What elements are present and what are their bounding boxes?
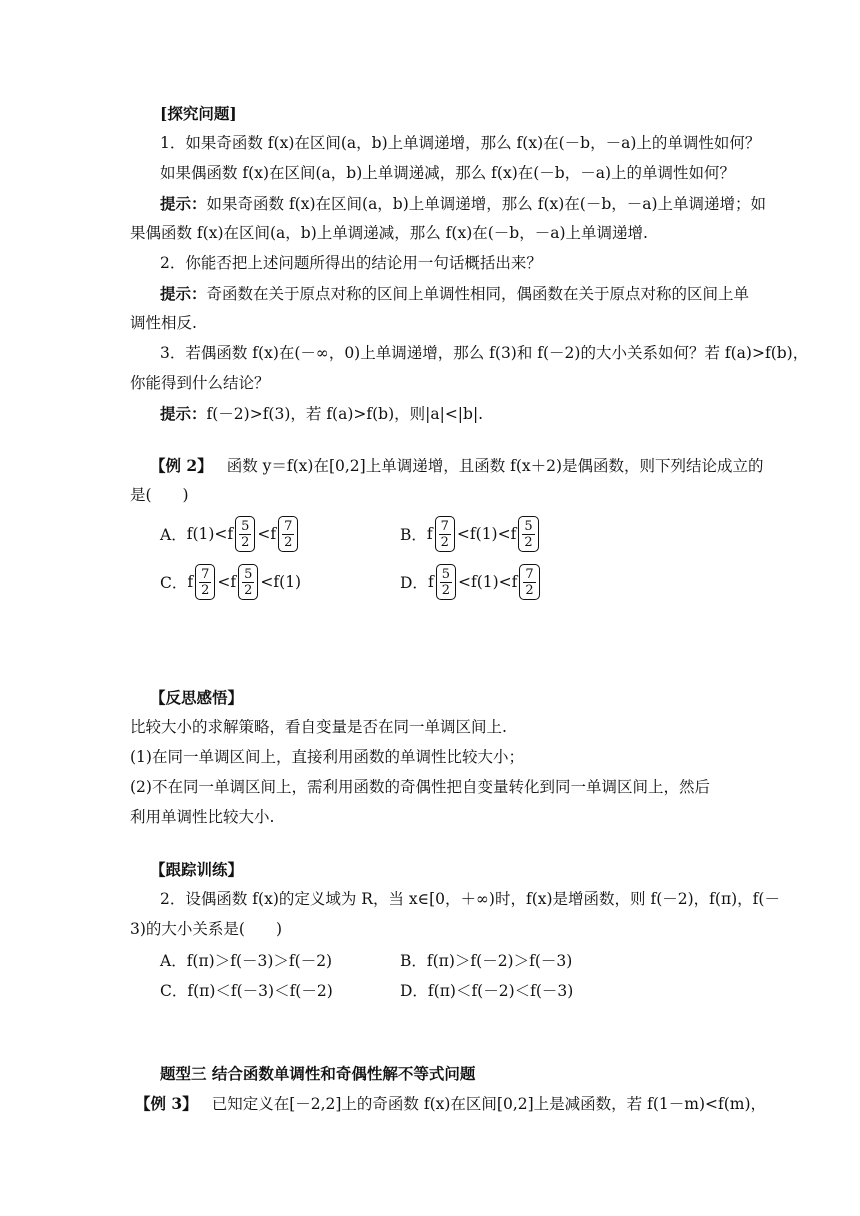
- hint-label: 提示：: [160, 404, 207, 423]
- tracking-stem-line-1: 2．设偶函数 f(x)的定义域为 R，当 x∈[0，＋∞)时，f(x)是增函数，则 f(－2)，f(π)，f(－: [160, 890, 780, 908]
- hint-2-line-2: 调性相反.: [130, 314, 197, 332]
- question-1-line-2: 如果偶函数 f(x)在区间(a，b)上单调递减，那么 f(x)在(－b，－a)上的单调性如何？: [160, 164, 736, 182]
- numerator: 5: [524, 518, 533, 534]
- reflection-line-1: 比较大小的求解策略，看自变量是否在同一单调区间上.: [130, 718, 507, 736]
- hint-2-text: 奇函数在关于原点对称的区间上单调性相同，偶函数在关于原点对称的区间上单: [206, 285, 750, 303]
- explore-heading: [探究问题]: [160, 104, 237, 123]
- choice-letter: C．: [160, 574, 188, 592]
- tracking-choice-c: C．f(π)＜f(－3)＜f(－2): [160, 982, 333, 1000]
- numerator: 7: [440, 518, 449, 534]
- choice-text: f(1)<f: [186, 525, 234, 543]
- hint-label: 提示：: [160, 284, 207, 303]
- choice-text: <f(1)<f: [456, 525, 517, 543]
- example-2-label: 【例 2】: [150, 456, 213, 475]
- reflection-line-3: (2)不在同一单调区间上，需利用函数的奇偶性把自变量转化到同一单调区间上，然后: [130, 778, 710, 796]
- numerator: 7: [201, 566, 210, 582]
- fraction: [518, 516, 538, 552]
- example-3-stem: 已知定义在[－2,2]上的奇函数 f(x)在区间[0,2]上是减函数，若 f(1－m)<f(m)，: [211, 1095, 767, 1113]
- denominator: 2: [244, 582, 253, 598]
- numerator: 7: [525, 566, 534, 582]
- hint-2-line-1: [160, 286, 749, 303]
- numerator: 5: [241, 518, 250, 534]
- hint-1-line-1: [160, 196, 766, 213]
- question-1-line-1: 1．如果奇函数 f(x)在区间(a，b)上单调递增，那么 f(x)在(－b，－a)上的单调性如何？: [160, 134, 761, 152]
- example-3-label: 【例 3】: [135, 1094, 198, 1113]
- fraction: [436, 564, 456, 600]
- denominator: 2: [524, 534, 533, 550]
- denominator: 2: [440, 534, 449, 550]
- hint-3: [160, 406, 483, 423]
- choice-b: [400, 516, 541, 552]
- question-3-line-2: 你能得到什么结论？: [130, 374, 270, 392]
- denominator: 2: [241, 534, 250, 550]
- fraction: [435, 516, 455, 552]
- numerator: 5: [244, 566, 253, 582]
- choice-c: [160, 564, 301, 600]
- hint-3-text: f(－2)>f(3)，若 f(a)>f(b)，则|a|<|b|.: [206, 405, 484, 423]
- choice-text: f: [187, 573, 194, 591]
- example-2-line-1: [150, 458, 764, 475]
- fraction: [235, 516, 255, 552]
- choice-letter: B．: [400, 526, 427, 544]
- reflection-heading: 【反思感悟】: [150, 688, 244, 707]
- tracking-choice-d: D．f(π)＜f(－2)＜f(－3): [400, 982, 574, 1000]
- example-2-line-2: 是( ): [130, 486, 189, 504]
- choice-text: <f(1)<f: [457, 573, 518, 591]
- reflection-line-2: (1)在同一单调区间上，直接利用函数的单调性比较大小；: [130, 748, 524, 766]
- choice-letter: A．: [160, 526, 187, 544]
- choice-letter: D．: [400, 574, 428, 592]
- tracking-stem-line-2: 3)的大小关系是( ): [130, 920, 283, 938]
- choice-text: <f: [257, 525, 277, 543]
- question-2: 2．你能否把上述问题所得出的结论用一句话概括出来？: [160, 254, 542, 272]
- choice-text: f: [426, 525, 433, 543]
- denominator: 2: [525, 582, 534, 598]
- choice-text: <f(1): [260, 573, 302, 591]
- fraction: [195, 564, 215, 600]
- choice-text: <f: [217, 573, 237, 591]
- hint-label: 提示：: [160, 194, 207, 213]
- denominator: 2: [284, 534, 293, 550]
- denominator: 2: [441, 582, 450, 598]
- type-3-heading: 题型三 结合函数单调性和奇偶性解不等式问题: [160, 1064, 476, 1083]
- example-3-line-1: [135, 1096, 766, 1113]
- hint-1-line-2: 果偶函数 f(x)在区间(a，b)上单调递减，那么 f(x)在(－b，－a)上单调递增.: [130, 224, 648, 242]
- denominator: 2: [201, 582, 210, 598]
- question-3-line-1: 3．若偶函数 f(x)在(－∞，0)上单调递增，那么 f(3)和 f(－2)的大小关系如何？若 f(a)>f(b)，: [160, 344, 809, 362]
- fraction: [278, 516, 298, 552]
- choice-a: [160, 516, 300, 552]
- example-2-stem: 函数 y＝f(x)在[0,2]上单调递增，且函数 f(x＋2)是偶函数，则下列结论成立的: [226, 457, 764, 475]
- fraction: [238, 564, 258, 600]
- tracking-choice-b: B．f(π)＞f(－2)＞f(－3): [400, 952, 573, 970]
- fraction: [519, 564, 539, 600]
- numerator: 7: [284, 518, 293, 534]
- hint-1-text: 如果奇函数 f(x)在区间(a，b)上单调递增，那么 f(x)在(－b，－a)上单调递增；如: [206, 195, 767, 213]
- tracking-choice-a: A．f(π)＞f(－3)＞f(－2): [160, 952, 333, 970]
- choice-d: [400, 564, 542, 600]
- choice-text: f: [427, 573, 434, 591]
- numerator: 5: [441, 566, 450, 582]
- reflection-line-4: 利用单调性比较大小.: [130, 808, 275, 826]
- tracking-heading: 【跟踪训练】: [150, 860, 244, 879]
